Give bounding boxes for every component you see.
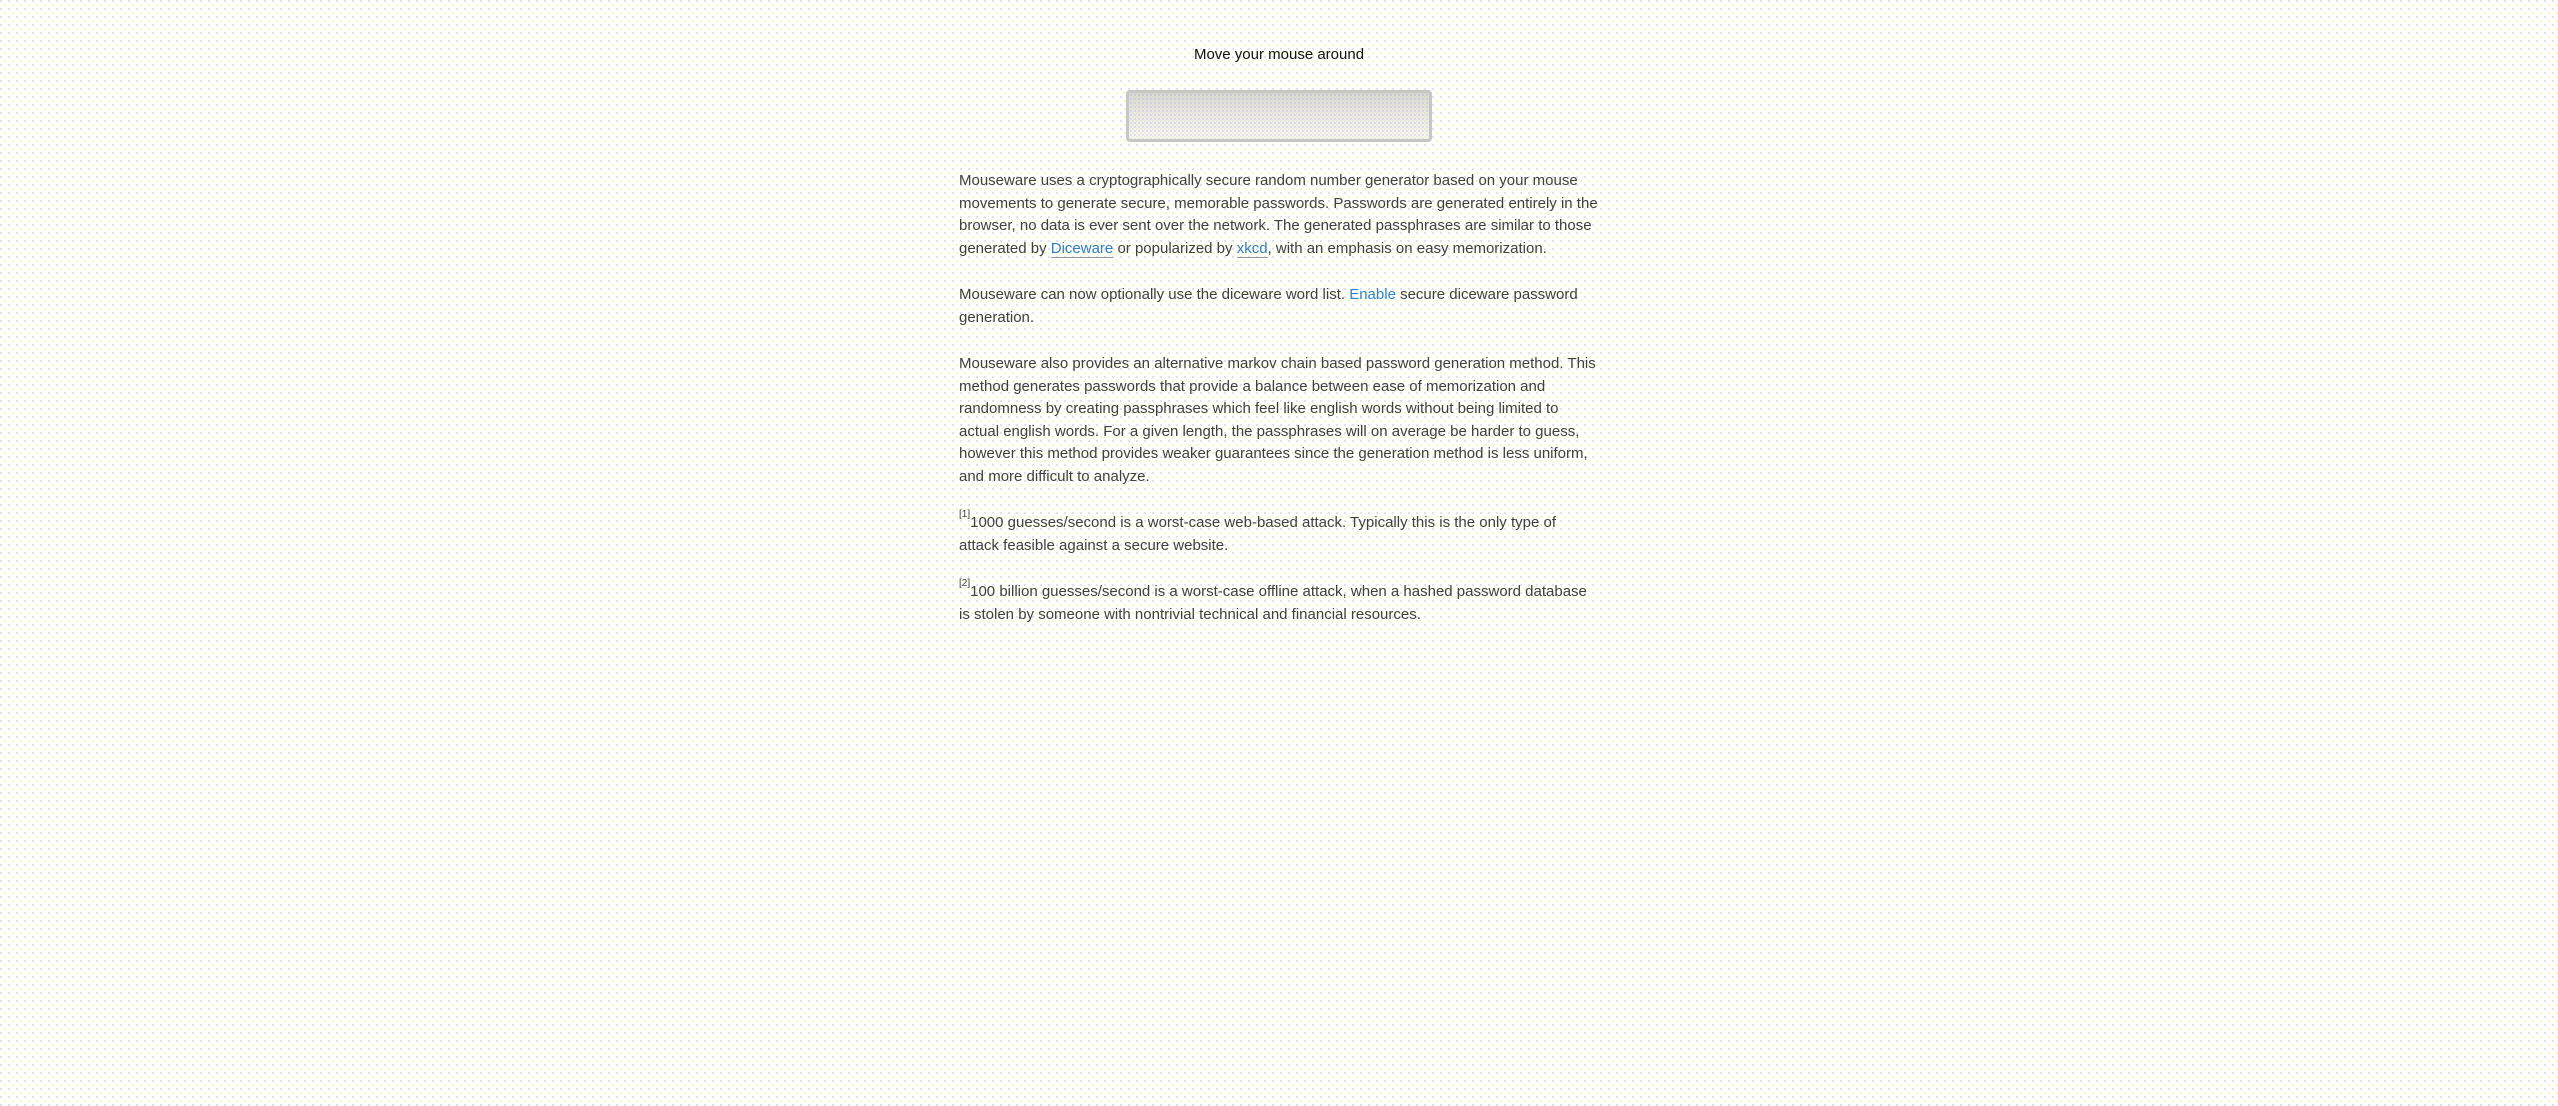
footnote-1 bbox=[959, 509, 1599, 557]
intro-text-start: Mouseware uses a cryptographically secure random number generator based on your mouse movements to generate secure, memorable passwords. Passwords are generated entirely in the browser, no data is ever sent over the network. The generated passphrases are similar to those generated by bbox=[959, 172, 1598, 257]
intro-text-end: , with an emphasis on easy memorization. bbox=[1267, 239, 1547, 257]
intro-paragraph bbox=[959, 170, 1599, 260]
description-text-block bbox=[959, 170, 1599, 626]
diceware-paragraph bbox=[959, 284, 1599, 329]
enable-diceware-link[interactable]: Enable bbox=[1349, 286, 1396, 303]
diceware-text-start: Mouseware can now optionally use the diceware word list. bbox=[959, 286, 1350, 303]
entropy-progressbar bbox=[1126, 90, 1432, 142]
markov-paragraph: Mouseware also provides an alternative markov chain based password generation method. This method generates passwords that provide a balance between ease of memorization and randomness by creating passphrases which feel like english words without being limited to actual english words. For a given length, the passphrases will on average be harder to guess, however this method provides weaker guarantees since the generation method is less uniform, and more difficult to analyze. bbox=[959, 355, 1596, 485]
footnote-2-marker: [2] bbox=[959, 578, 971, 589]
footnote-2-text: 100 billion guesses/second is a worst-case offline attack, when a hashed password database is stolen by someone with nontrivial technical and financial resources. bbox=[959, 583, 1587, 623]
diceware-text-end: secure diceware password generation. bbox=[959, 286, 1578, 326]
footnote-2 bbox=[959, 578, 1599, 626]
footnote-1-text: 1000 guesses/second is a worst-case web-based attack. Typically this is the only type of attack feasible against a secure website. bbox=[959, 514, 1556, 554]
content-column bbox=[959, 0, 1599, 626]
footnote-1-marker: [1] bbox=[959, 509, 971, 520]
diceware-link[interactable]: Diceware bbox=[1050, 239, 1114, 257]
page-title: Move your mouse around bbox=[1193, 46, 1365, 63]
intro-text-middle: or popularized by bbox=[1113, 239, 1237, 257]
xkcd-link[interactable]: xkcd bbox=[1236, 239, 1268, 257]
